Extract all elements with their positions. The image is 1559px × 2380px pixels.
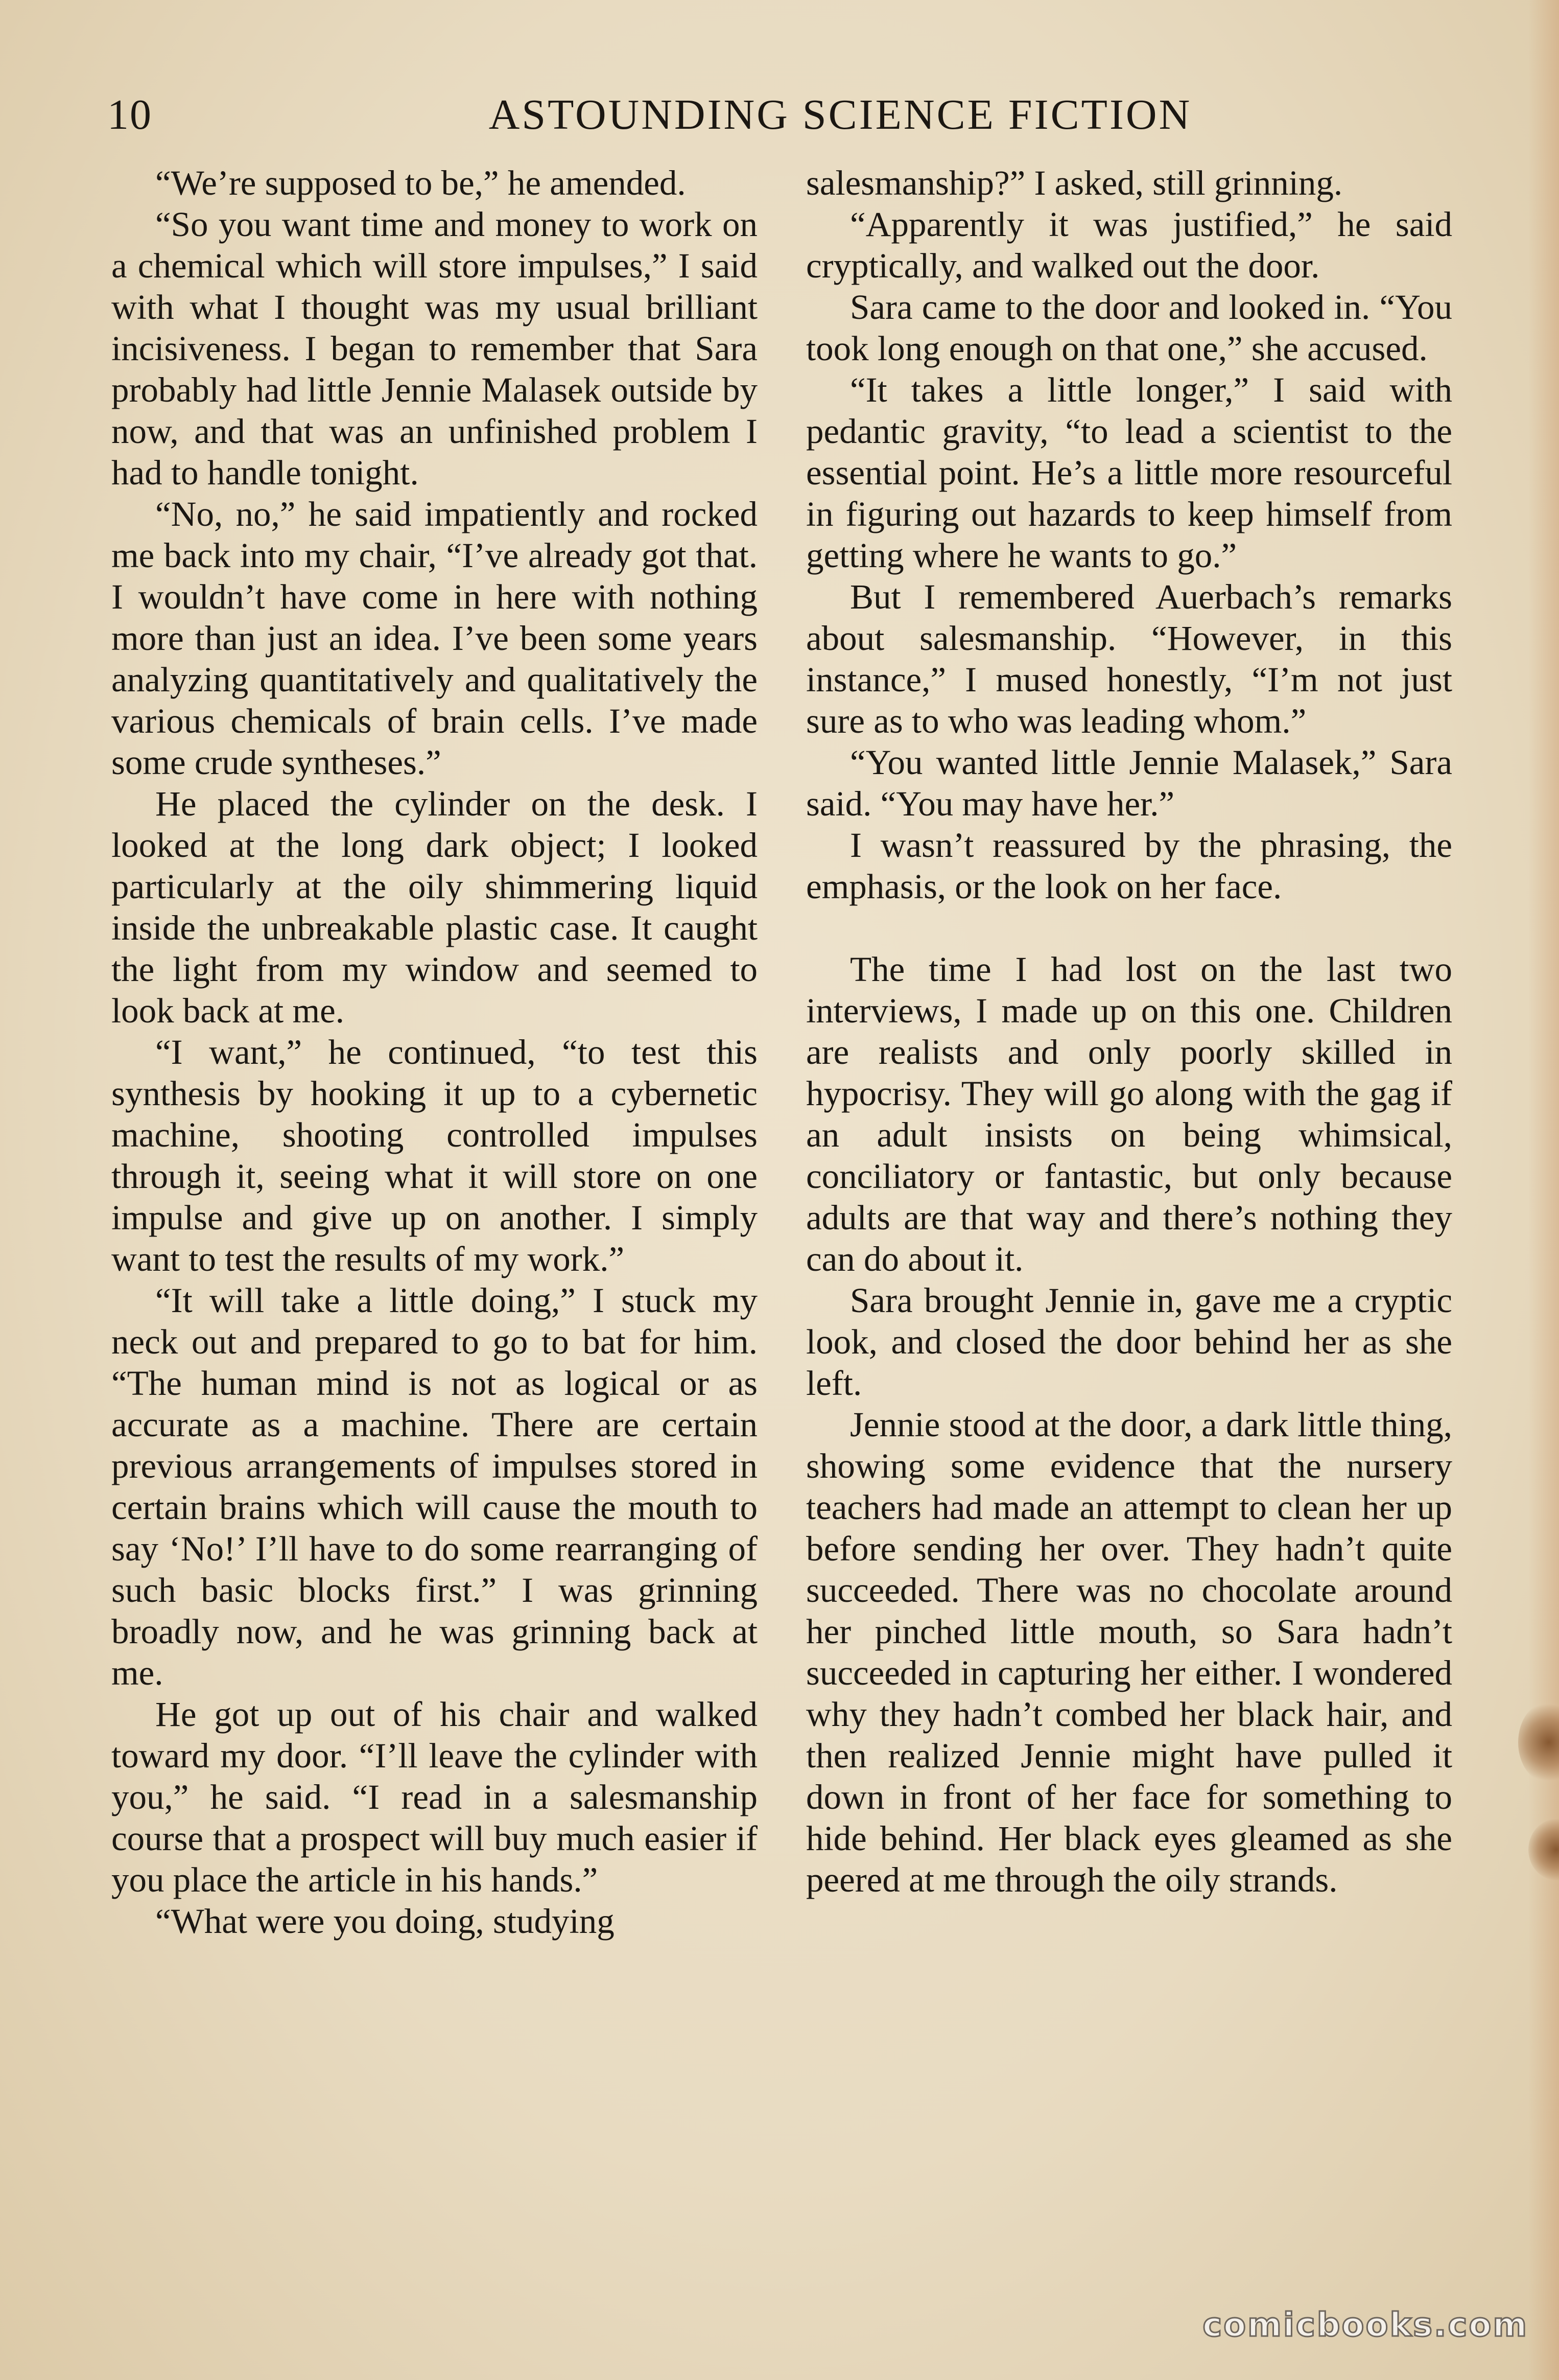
- paragraph: Sara brought Jennie in, gave me a cryptic look, and closed the door behind her as she left.: [806, 1281, 1452, 1403]
- paragraph: “Apparently it was justified,” he said cryptically, and walked out the door.: [806, 205, 1452, 285]
- paragraph: I wasn’t reassured by the phrasing, the emphasis, or the look on her face.: [806, 826, 1452, 906]
- page-number: 10: [107, 91, 152, 138]
- paragraph: “You wanted little Jennie Malasek,” Sara said. “You may have her.”: [806, 743, 1452, 823]
- paragraph: But I remembered Auerbach’s remarks about salesmanship. “However, in this instance,” I mused honestly, “I’m not just sure as to who was leading whom.”: [806, 577, 1452, 740]
- right-column: [806, 162, 1452, 1901]
- paragraph: “It takes a little longer,” I said with pedantic gravity, “to lead a scientist to the essential point. He’s a little more resourceful in figuring out hazards to keep himself from getting where he wants to go.”: [806, 370, 1452, 575]
- paragraph: “I want,” he continued, “to test this synthesis by hooking it up to a cybernetic machine, shooting controlled impulses through it, seeing what it will store on one impulse and give up on another. I simply want to test the results of my work.”: [111, 1033, 758, 1278]
- paragraph: “We’re supposed to be,” he amended.: [155, 164, 686, 202]
- paragraph: He placed the cylinder on the desk. I looked at the long dark object; I looked particularly at the oily shimmering liquid inside the unbreakable plastic case. It caught the light from my window and seemed to look back at me.: [111, 784, 758, 1030]
- paragraph: “So you want time and money to work on a chemical which will store impulses,” I said with what I thought was my usual brilliant incisiveness. I began to remember that Sara probably had little Jennie Malasek outside by now, and that was an unfinished problem I had to handle tonight.: [111, 205, 758, 492]
- watermark: comicbooks.com: [1202, 2306, 1528, 2344]
- paragraph: Jennie stood at the door, a dark little thing, showing some evidence that the nursery teachers had made an attempt to clean her up before sending her over. They hadn’t quite succeeded. There was no chocolate around her pinched little mouth, so Sara hadn’t succeeded in capturing her either. I wondered why they hadn’t combed her black hair, and then realized Jennie might have pulled it down in front of her face for something to hide behind. Her black eyes gleamed as she peered at me through the oily strands.: [806, 1405, 1452, 1899]
- running-header: [107, 87, 1451, 143]
- paragraph: He got up out of his chair and walked toward my door. “I’ll leave the cylinder with you,” he said. “I read in a salesmanship course that a prospect will buy much easier if you place the article in his hands.”: [111, 1695, 758, 1899]
- paragraph-continuation: salesmanship?” I asked, still grinning.: [806, 164, 1343, 202]
- paragraph: Sara came to the door and looked in. “You took long enough on that one,” she accused.: [806, 288, 1452, 368]
- paragraph: “It will take a little doing,” I stuck my neck out and prepared to go to bat for him. “The human mind is not as logical or as accurate as a machine. There are certain previous arrangements of impulses stored in certain brains which will cause the mouth to say ‘No!’ I’ll have to do some rearranging of such basic blocks first.” I was grinning broadly now, and he was grinning back at me.: [111, 1281, 758, 1692]
- running-title: ASTOUNDING SCIENCE FICTION: [488, 91, 1192, 138]
- paragraph: “What were you doing, studying: [155, 1902, 615, 1941]
- paragraph: “No, no,” he said impatiently and rocked me back into my chair, “I’ve already got that. I wouldn’t have come in here with nothing more than just an idea. I’ve been some years analyzing quantitatively and qualitatively the various chemicals of brain cells. I’ve made some crude syntheses.”: [111, 495, 758, 782]
- page-edge-shading: [1528, 0, 1559, 2380]
- left-column: [111, 162, 758, 1942]
- page-stain: [1518, 1701, 1559, 1783]
- paragraph: The time I had lost on the last two interviews, I made up on this one. Children are realists and only poorly skilled in hypocrisy. They will go along with the gag if an adult insists on being whimsical, conciliatory or fantastic, but only because adults are that way and there’s nothing they can do about it.: [806, 950, 1452, 1278]
